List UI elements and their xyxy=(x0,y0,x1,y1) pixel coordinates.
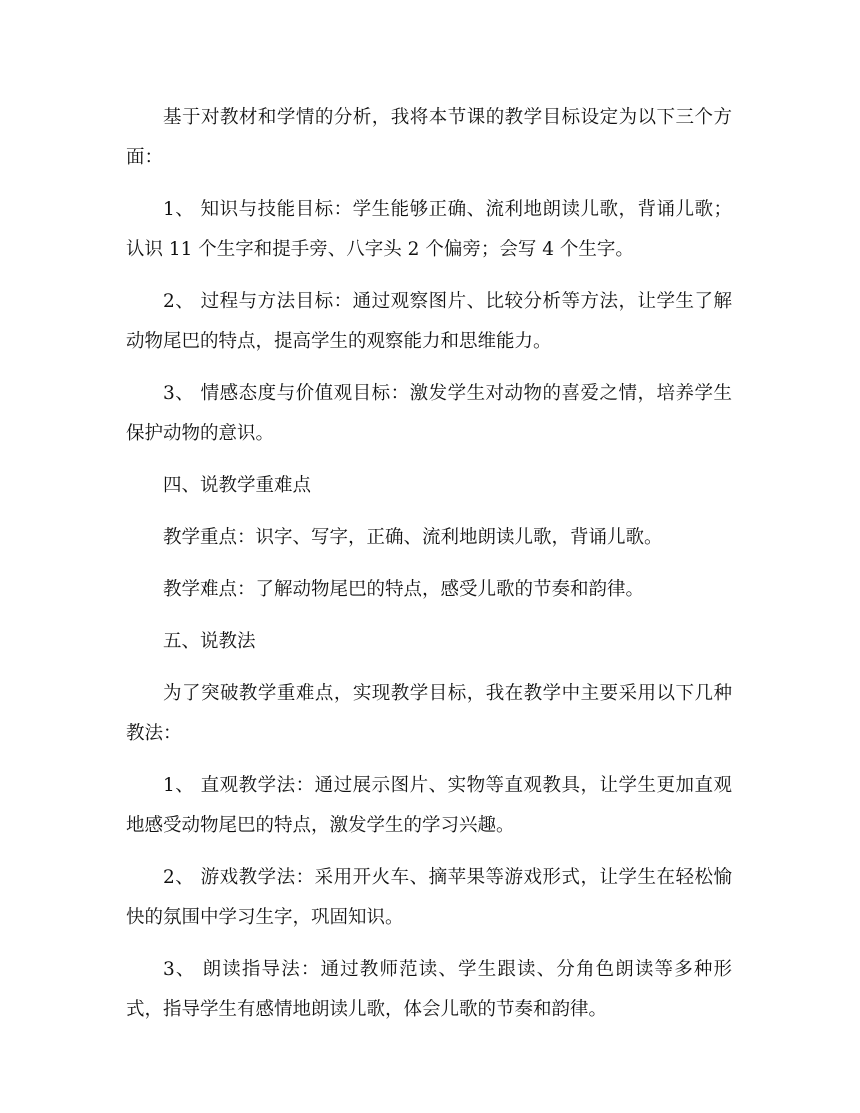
section-heading-methods: 五、说教法 xyxy=(163,631,256,652)
paragraph-key-point: 教学重点：识字、写字，正确、流利地朗读儿歌，背诵儿歌。 xyxy=(163,527,663,548)
paragraph-method-visual: 1、 直观教学法：通过展示图片、实物等直观教具，让学生更加直观地感受动物尾巴的特点，激发学生的学习兴趣。 xyxy=(126,775,732,836)
paragraph-goal-emotion: 3、 情感态度与价值观目标：激发学生对动物的喜爱之情，培养学生保护动物的意识。 xyxy=(126,383,732,444)
document-body xyxy=(126,98,732,1030)
paragraph-goal-process: 2、 过程与方法目标：通过观察图片、比较分析等方法，让学生了解动物尾巴的特点，提高学生的观察能力和思维能力。 xyxy=(126,291,732,352)
paragraph-goal-knowledge: 1、 知识与技能目标：学生能够正确、流利地朗读儿歌，背诵儿歌；认识 11 个生字和提手旁、八字头 2 个偏旁；会写 4 个生字。 xyxy=(126,199,732,260)
paragraph-methods-intro: 为了突破教学重难点，实现教学目标，我在教学中主要采用以下几种教法： xyxy=(126,683,732,744)
paragraph-difficult-point: 教学难点：了解动物尾巴的特点，感受儿歌的节奏和韵律。 xyxy=(163,579,645,600)
paragraph-method-game: 2、 游戏教学法：采用开火车、摘苹果等游戏形式，让学生在轻松愉快的氛围中学习生字，巩固知识。 xyxy=(126,867,732,928)
paragraph-method-reading: 3、 朗读指导法：通过教师范读、学生跟读、分角色朗读等多种形式，指导学生有感情地朗读儿歌，体会儿歌的节奏和韵律。 xyxy=(126,959,732,1020)
section-heading-key-points: 四、说教学重难点 xyxy=(163,475,312,496)
paragraph-goals-intro: 基于对教材和学情的分析，我将本节课的教学目标设定为以下三个方面： xyxy=(126,107,732,168)
